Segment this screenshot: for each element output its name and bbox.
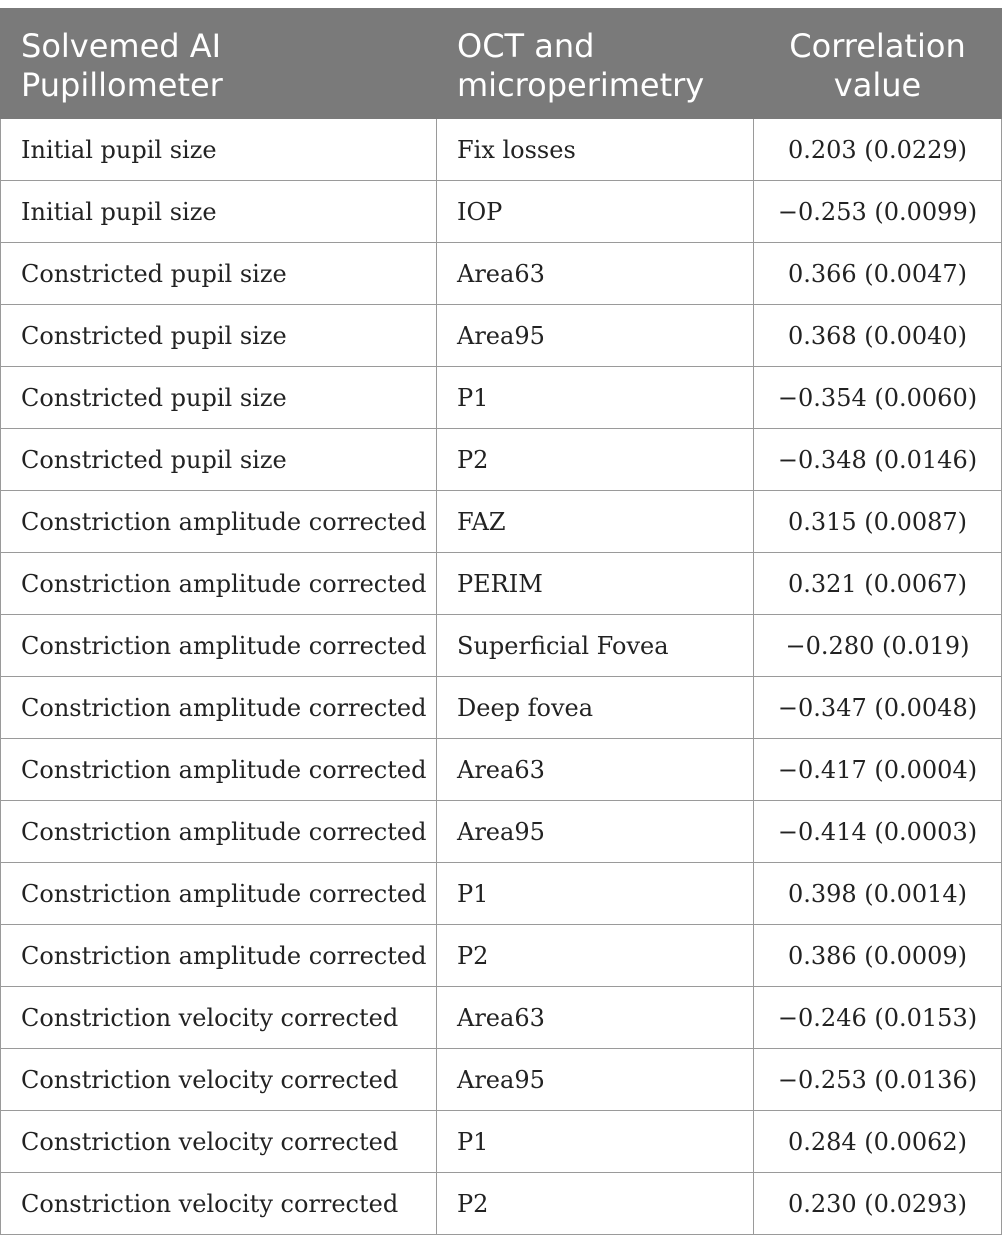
table-row — [1, 181, 1002, 243]
header-correlation-value: Correlation value — [754, 9, 1002, 119]
pupillometer-cell: Constricted pupil size — [1, 367, 437, 429]
correlation-cell: −0.280 (0.019) — [754, 615, 1002, 677]
table-body — [1, 119, 1002, 1235]
table-row — [1, 243, 1002, 305]
pupillometer-cell: Constriction amplitude corrected — [1, 677, 437, 739]
pupillometer-cell: Constriction velocity corrected — [1, 1173, 437, 1235]
table-row — [1, 367, 1002, 429]
table-row — [1, 553, 1002, 615]
correlation-cell: −0.354 (0.0060) — [754, 367, 1002, 429]
correlation-cell: −0.348 (0.0146) — [754, 429, 1002, 491]
oct-measure-cell: IOP — [437, 181, 754, 243]
correlation-cell: 0.321 (0.0067) — [754, 553, 1002, 615]
oct-measure-cell: Area95 — [437, 305, 754, 367]
correlation-cell: −0.253 (0.0136) — [754, 1049, 1002, 1111]
oct-measure-cell: Area63 — [437, 739, 754, 801]
pupillometer-cell: Constriction amplitude corrected — [1, 491, 437, 553]
pupillometer-cell: Constriction amplitude corrected — [1, 863, 437, 925]
correlation-cell: −0.347 (0.0048) — [754, 677, 1002, 739]
oct-measure-cell: PERIM — [437, 553, 754, 615]
correlation-cell: 0.315 (0.0087) — [754, 491, 1002, 553]
oct-measure-cell: P1 — [437, 1111, 754, 1173]
table-row — [1, 429, 1002, 491]
correlation-cell: 0.386 (0.0009) — [754, 925, 1002, 987]
correlation-table — [0, 8, 1002, 1235]
pupillometer-cell: Constricted pupil size — [1, 429, 437, 491]
table-row — [1, 119, 1002, 181]
oct-measure-cell: P2 — [437, 925, 754, 987]
table-row — [1, 739, 1002, 801]
oct-measure-cell: P2 — [437, 1173, 754, 1235]
correlation-cell: 0.284 (0.0062) — [754, 1111, 1002, 1173]
correlation-cell: 0.366 (0.0047) — [754, 243, 1002, 305]
correlation-cell: −0.417 (0.0004) — [754, 739, 1002, 801]
correlation-cell: −0.414 (0.0003) — [754, 801, 1002, 863]
oct-measure-cell: Superficial Fovea — [437, 615, 754, 677]
pupillometer-cell: Constricted pupil size — [1, 243, 437, 305]
correlation-cell: −0.246 (0.0153) — [754, 987, 1002, 1049]
table-header — [1, 9, 1002, 119]
header-pupillometer: Solvemed AI Pupillometer — [1, 9, 437, 119]
pupillometer-cell: Constriction velocity corrected — [1, 1049, 437, 1111]
oct-measure-cell: P1 — [437, 863, 754, 925]
pupillometer-cell: Constriction amplitude corrected — [1, 925, 437, 987]
table-row — [1, 1049, 1002, 1111]
correlation-cell: 0.368 (0.0040) — [754, 305, 1002, 367]
table-row — [1, 863, 1002, 925]
oct-measure-cell: Area95 — [437, 801, 754, 863]
oct-measure-cell: Area95 — [437, 1049, 754, 1111]
correlation-cell: −0.253 (0.0099) — [754, 181, 1002, 243]
correlation-table-container — [0, 8, 1001, 1235]
pupillometer-cell: Initial pupil size — [1, 181, 437, 243]
pupillometer-cell: Constriction amplitude corrected — [1, 739, 437, 801]
header-oct-microperimetry: OCT and microperimetry — [437, 9, 754, 119]
table-row — [1, 925, 1002, 987]
oct-measure-cell: Deep fovea — [437, 677, 754, 739]
table-row — [1, 491, 1002, 553]
pupillometer-cell: Constriction velocity corrected — [1, 1111, 437, 1173]
pupillometer-cell: Constriction amplitude corrected — [1, 801, 437, 863]
pupillometer-cell: Constriction amplitude corrected — [1, 615, 437, 677]
table-row — [1, 1173, 1002, 1235]
correlation-cell: 0.230 (0.0293) — [754, 1173, 1002, 1235]
correlation-cell: 0.398 (0.0014) — [754, 863, 1002, 925]
table-row — [1, 801, 1002, 863]
header-row — [1, 9, 1002, 119]
oct-measure-cell: P1 — [437, 367, 754, 429]
pupillometer-cell: Constriction amplitude corrected — [1, 553, 437, 615]
pupillometer-cell: Initial pupil size — [1, 119, 437, 181]
table-row — [1, 987, 1002, 1049]
correlation-cell: 0.203 (0.0229) — [754, 119, 1002, 181]
oct-measure-cell: FAZ — [437, 491, 754, 553]
pupillometer-cell: Constricted pupil size — [1, 305, 437, 367]
table-row — [1, 615, 1002, 677]
table-row — [1, 677, 1002, 739]
pupillometer-cell: Constriction velocity corrected — [1, 987, 437, 1049]
oct-measure-cell: Area63 — [437, 243, 754, 305]
table-row — [1, 1111, 1002, 1173]
oct-measure-cell: P2 — [437, 429, 754, 491]
table-row — [1, 305, 1002, 367]
oct-measure-cell: Fix losses — [437, 119, 754, 181]
oct-measure-cell: Area63 — [437, 987, 754, 1049]
